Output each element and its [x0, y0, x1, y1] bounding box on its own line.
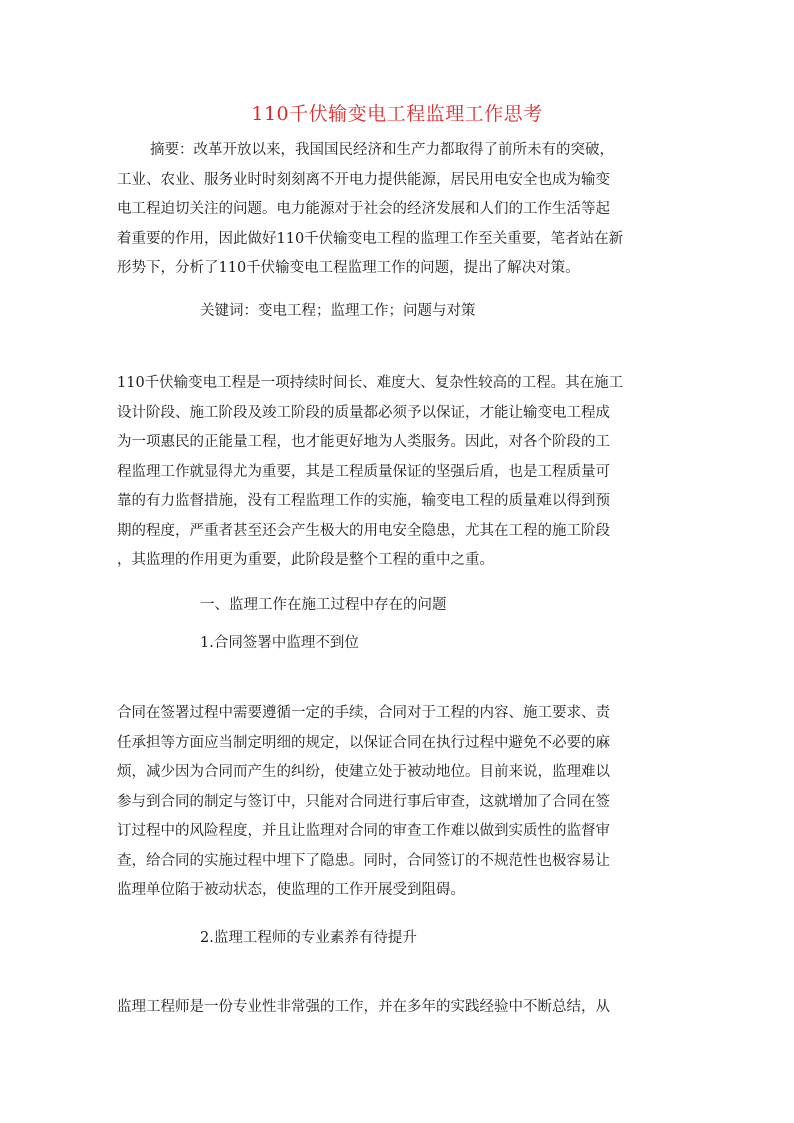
abstract-paragraph [117, 136, 677, 284]
intro-line: 设计阶段、施工阶段及竣工阶段的质量都必须予以保证，才能让输变电工程成 [117, 404, 610, 421]
intro-line: 期的程度，严重者甚至还会产生极大的用电安全隐患，尤其在工程的施工阶段 [117, 522, 610, 539]
intro-line: 为一项惠民的正能量工程，也才能更好地为人类服务。因此，对各个阶段的工 [117, 434, 610, 450]
subsection-1-paragraph [117, 699, 677, 906]
abstract-line: 着重要的作用，因此做好110千伏输变电工程的监理工作至关重要，笔者站在新 [117, 230, 624, 247]
document-title: 110千伏输变电工程监理工作思考 [251, 103, 543, 125]
section-1-heading: 一、监理工作在施工过程中存在的问题 [200, 597, 447, 613]
intro-line: 110千伏输变电工程是一项持续时间长、难度大、复杂性较高的工程。其在施工 [117, 375, 624, 391]
sub1-line: 订过程中的风险程度，并且让监理对合同的审查工作难以做到实质性的监督审 [117, 823, 610, 839]
sub1-line: 任承担等方面应当制定明细的规定，以保证合同在执行过程中避免不必要的麻 [117, 734, 610, 751]
sub1-line: 合同在签署过程中需要遵循一定的手续，合同对于工程的内容、施工要求、责 [117, 705, 610, 721]
intro-paragraph [117, 369, 677, 576]
subsection-2-paragraph [117, 993, 677, 1023]
intro-line: ，其监理的作用更为重要，此阶段是整个工程的重中之重。 [117, 552, 494, 568]
sub1-line: 烦，减少因为合同而产生的纠纷，使建立处于被动地位。目前来说，监理难以 [117, 764, 610, 780]
abstract-line: 工业、农业、服务业时时刻刻离不开电力提供能源，居民用电安全也成为输变 [117, 171, 610, 188]
abstract-line: 形势下，分析了110千伏输变电工程监理工作的问题，提出了解决对策。 [117, 260, 580, 276]
sub1-line: 监理单位陷于被动状态，使监理的工作开展受到阻碍。 [117, 882, 465, 898]
abstract-line: 摘要：改革开放以来，我国国民经济和生产力都取得了前所未有的突破， [150, 142, 614, 158]
subsection-1-heading: 1.合同签署中监理不到位 [200, 635, 359, 651]
keywords: 关键词：变电工程；监理工作；问题与对策 [200, 303, 476, 319]
sub1-line: 查，给合同的实施过程中埋下了隐患。同时，合同签订的不规范性也极容易让 [117, 852, 610, 869]
subsection-2-heading: 2.监理工程师的专业素养有待提升 [200, 930, 417, 946]
sub2-line: 监理工程师是一份专业性非常强的工作，并在多年的实践经验中不断总结，从 [117, 999, 610, 1015]
abstract-line: 电工程迫切关注的问题。电力能源对于社会的经济发展和人们的工作生活等起 [117, 201, 610, 217]
sub1-line: 参与到合同的制定与签订中，只能对合同进行事后审查，这就增加了合同在签 [117, 793, 610, 810]
intro-line: 靠的有力监督措施，没有工程监理工作的实施，输变电工程的质量难以得到预 [117, 493, 610, 509]
intro-line: 程监理工作就显得尤为重要，其是工程质量保证的坚强后盾，也是工程质量可 [117, 463, 610, 480]
